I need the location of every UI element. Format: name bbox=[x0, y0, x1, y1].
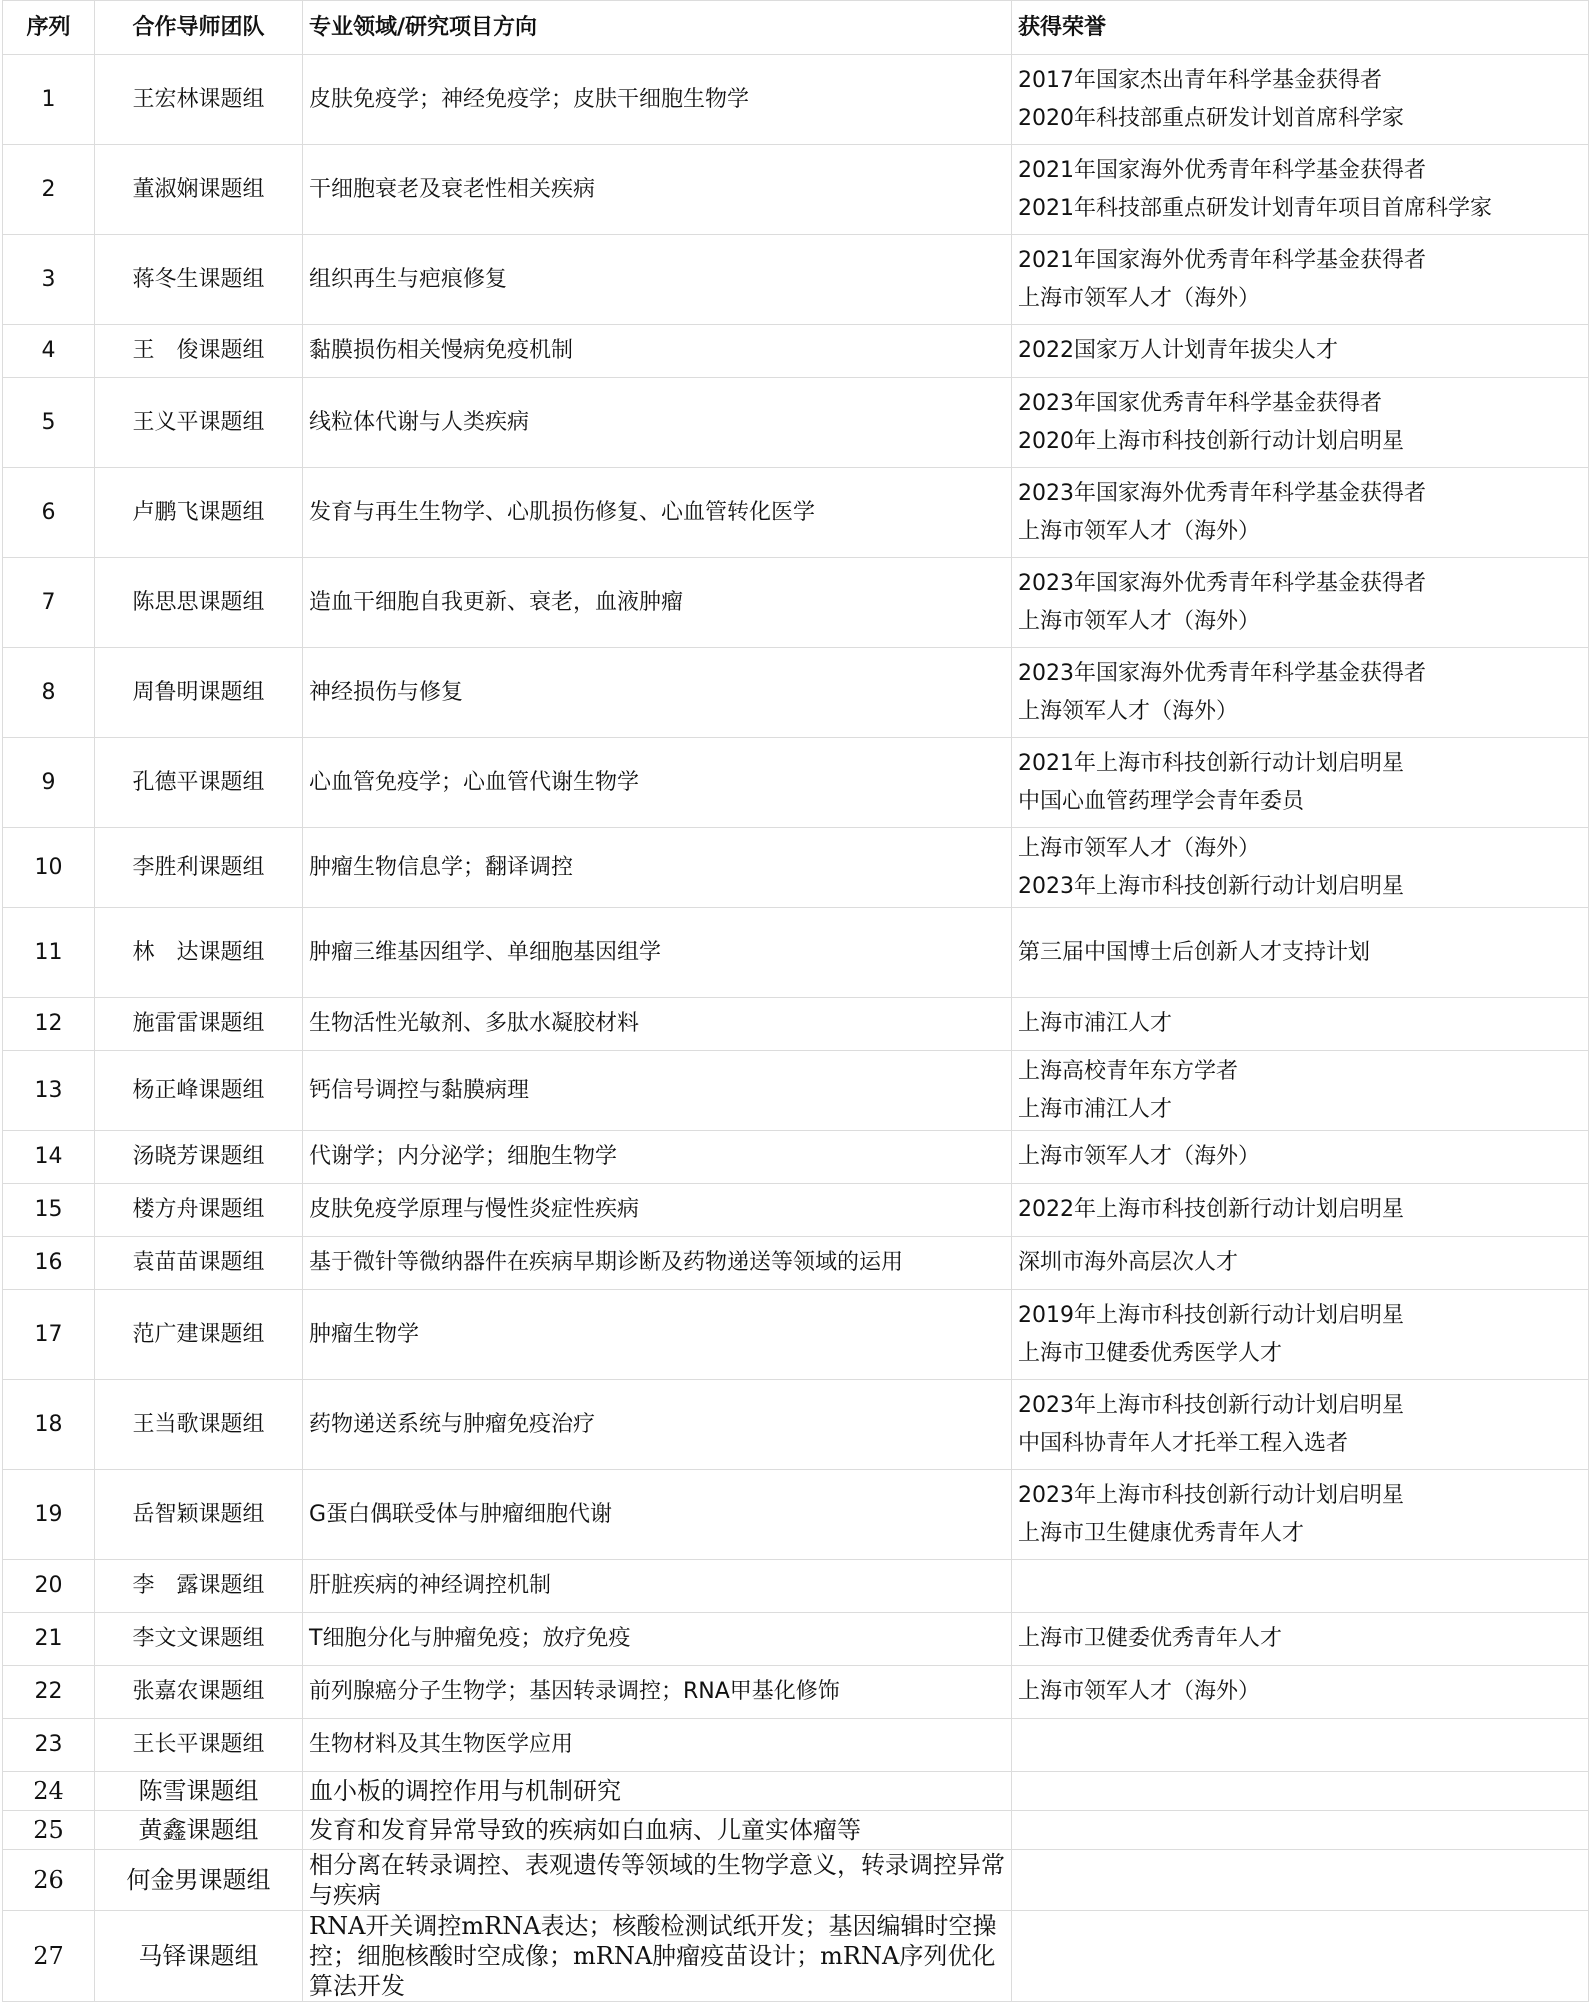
row-team: 陈思思课题组 bbox=[95, 558, 303, 648]
row-honors bbox=[1012, 558, 1589, 648]
honor-item: 中国心血管药理学会青年委员 bbox=[1018, 788, 1305, 814]
table-row bbox=[3, 1131, 1589, 1184]
honor-item: 2021年国家海外优秀青年科学基金获得者 bbox=[1018, 247, 1426, 273]
row-honors bbox=[1012, 1666, 1589, 1719]
row-index: 7 bbox=[3, 558, 95, 648]
honor-item: 上海市领军人才（海外） bbox=[1018, 1144, 1261, 1169]
row-field: 肝脏疾病的神经调控机制 bbox=[303, 1560, 1012, 1613]
row-honors bbox=[1012, 1184, 1589, 1237]
row-honors bbox=[1012, 235, 1589, 325]
row-field: 血小板的调控作用与机制研究 bbox=[303, 1772, 1012, 1811]
table-row bbox=[3, 738, 1589, 828]
row-team: 黄鑫课题组 bbox=[95, 1811, 303, 1850]
honor-item: 上海市领军人才（海外） bbox=[1018, 285, 1261, 311]
honor-item: 上海市领军人才（海外） bbox=[1018, 518, 1261, 544]
row-index: 15 bbox=[3, 1184, 95, 1237]
row-team: 李胜利课题组 bbox=[95, 828, 303, 908]
honor-item: 2023年上海市科技创新行动计划启明星 bbox=[1018, 873, 1404, 899]
honor-item: 上海市卫生健康优秀青年人才 bbox=[1018, 1520, 1305, 1546]
row-team: 周鲁明课题组 bbox=[95, 648, 303, 738]
row-field: 线粒体代谢与人类疾病 bbox=[303, 378, 1012, 468]
honor-item: 2023年国家海外优秀青年科学基金获得者 bbox=[1018, 570, 1426, 596]
row-index: 24 bbox=[3, 1772, 95, 1811]
row-honors bbox=[1012, 468, 1589, 558]
row-index: 9 bbox=[3, 738, 95, 828]
table-row bbox=[3, 1719, 1589, 1772]
honor-item: 2019年上海市科技创新行动计划启明星 bbox=[1018, 1302, 1404, 1328]
row-team: 何金男课题组 bbox=[95, 1850, 303, 1911]
table-row bbox=[3, 235, 1589, 325]
row-honors bbox=[1012, 145, 1589, 235]
table-row bbox=[3, 325, 1589, 378]
row-team: 王宏林课题组 bbox=[95, 55, 303, 145]
row-honors bbox=[1012, 1811, 1589, 1850]
row-honors bbox=[1012, 55, 1589, 145]
row-team: 董淑娴课题组 bbox=[95, 145, 303, 235]
row-field: 皮肤免疫学原理与慢性炎症性疾病 bbox=[303, 1184, 1012, 1237]
honor-item: 2023年上海市科技创新行动计划启明星 bbox=[1018, 1482, 1404, 1508]
row-index: 19 bbox=[3, 1470, 95, 1560]
row-honors bbox=[1012, 1719, 1589, 1772]
honor-item: 2023年上海市科技创新行动计划启明星 bbox=[1018, 1392, 1404, 1418]
row-team: 李文文课题组 bbox=[95, 1613, 303, 1666]
table-row bbox=[3, 55, 1589, 145]
row-index: 10 bbox=[3, 828, 95, 908]
table-row bbox=[3, 1051, 1589, 1131]
table-row bbox=[3, 1380, 1589, 1470]
honor-item: 上海市领军人才（海外） bbox=[1018, 608, 1261, 634]
row-honors bbox=[1012, 378, 1589, 468]
honor-item: 第三届中国博士后创新人才支持计划 bbox=[1018, 939, 1371, 965]
row-field: 干细胞衰老及衰老性相关疾病 bbox=[303, 145, 1012, 235]
row-index: 17 bbox=[3, 1290, 95, 1380]
honor-item: 中国科协青年人才托举工程入选者 bbox=[1018, 1430, 1349, 1456]
honor-item: 2021年上海市科技创新行动计划启明星 bbox=[1018, 750, 1404, 776]
table-row bbox=[3, 1911, 1589, 2002]
row-honors bbox=[1012, 1560, 1589, 1613]
header-field: 专业领域/研究项目方向 bbox=[303, 1, 1012, 55]
row-field: 神经损伤与修复 bbox=[303, 648, 1012, 738]
table-row bbox=[3, 468, 1589, 558]
honor-item: 上海市浦江人才 bbox=[1018, 1096, 1173, 1122]
row-team: 王长平课题组 bbox=[95, 1719, 303, 1772]
row-index: 12 bbox=[3, 998, 95, 1051]
table-row bbox=[3, 1811, 1589, 1850]
honor-item: 2023年国家优秀青年科学基金获得者 bbox=[1018, 390, 1382, 416]
row-team: 卢鹏飞课题组 bbox=[95, 468, 303, 558]
row-honors bbox=[1012, 908, 1589, 998]
honor-item: 2021年科技部重点研发计划青年项目首席科学家 bbox=[1018, 195, 1492, 221]
row-field: 相分离在转录调控、表观遗传等领域的生物学意义，转录调控异常与疾病 bbox=[303, 1850, 1012, 1911]
table-header-row bbox=[3, 1, 1589, 55]
row-team: 李 露课题组 bbox=[95, 1560, 303, 1613]
row-team: 袁苗苗课题组 bbox=[95, 1237, 303, 1290]
row-index: 21 bbox=[3, 1613, 95, 1666]
row-honors bbox=[1012, 1131, 1589, 1184]
row-index: 20 bbox=[3, 1560, 95, 1613]
table-row bbox=[3, 1666, 1589, 1719]
honor-item: 深圳市海外高层次人才 bbox=[1018, 1250, 1239, 1275]
row-team: 蒋冬生课题组 bbox=[95, 235, 303, 325]
row-team: 楼方舟课题组 bbox=[95, 1184, 303, 1237]
row-honors bbox=[1012, 1772, 1589, 1811]
row-index: 5 bbox=[3, 378, 95, 468]
honor-item: 上海市卫健委优秀医学人才 bbox=[1018, 1340, 1283, 1366]
row-honors bbox=[1012, 1290, 1589, 1380]
table-row bbox=[3, 1184, 1589, 1237]
table-row bbox=[3, 1237, 1589, 1290]
row-honors bbox=[1012, 828, 1589, 908]
table-row bbox=[3, 1850, 1589, 1911]
honor-item: 2017年国家杰出青年科学基金获得者 bbox=[1018, 67, 1382, 93]
table-row bbox=[3, 828, 1589, 908]
row-index: 4 bbox=[3, 325, 95, 378]
row-honors bbox=[1012, 325, 1589, 378]
honor-item: 2023年国家海外优秀青年科学基金获得者 bbox=[1018, 660, 1426, 686]
row-honors bbox=[1012, 1850, 1589, 1911]
row-field: 前列腺癌分子生物学；基因转录调控；RNA甲基化修饰 bbox=[303, 1666, 1012, 1719]
row-honors bbox=[1012, 1237, 1589, 1290]
row-field: 肿瘤三维基因组学、单细胞基因组学 bbox=[303, 908, 1012, 998]
row-field: 基于微针等微纳器件在疾病早期诊断及药物递送等领域的运用 bbox=[303, 1237, 1012, 1290]
honor-item: 2020年上海市科技创新行动计划启明星 bbox=[1018, 428, 1404, 454]
row-index: 11 bbox=[3, 908, 95, 998]
row-field: 皮肤免疫学；神经免疫学；皮肤干细胞生物学 bbox=[303, 55, 1012, 145]
row-index: 27 bbox=[3, 1911, 95, 2002]
row-honors bbox=[1012, 1613, 1589, 1666]
honor-item: 上海市领军人才（海外） bbox=[1018, 835, 1261, 861]
row-team: 王义平课题组 bbox=[95, 378, 303, 468]
row-team: 孔德平课题组 bbox=[95, 738, 303, 828]
row-field: T细胞分化与肿瘤免疫；放疗免疫 bbox=[303, 1613, 1012, 1666]
row-index: 25 bbox=[3, 1811, 95, 1850]
honor-item: 2020年科技部重点研发计划首席科学家 bbox=[1018, 105, 1404, 131]
table-row bbox=[3, 378, 1589, 468]
row-field: 钙信号调控与黏膜病理 bbox=[303, 1051, 1012, 1131]
row-team: 汤晓芳课题组 bbox=[95, 1131, 303, 1184]
row-index: 2 bbox=[3, 145, 95, 235]
row-field: 组织再生与疤痕修复 bbox=[303, 235, 1012, 325]
honor-item: 2023年国家海外优秀青年科学基金获得者 bbox=[1018, 480, 1426, 506]
table-row bbox=[3, 1290, 1589, 1380]
row-index: 26 bbox=[3, 1850, 95, 1911]
row-index: 23 bbox=[3, 1719, 95, 1772]
honor-item: 上海市领军人才（海外） bbox=[1018, 1679, 1261, 1704]
row-team: 张嘉农课题组 bbox=[95, 1666, 303, 1719]
table-row bbox=[3, 1772, 1589, 1811]
table-row bbox=[3, 1613, 1589, 1666]
table-row bbox=[3, 558, 1589, 648]
row-field: 生物活性光敏剂、多肽水凝胶材料 bbox=[303, 998, 1012, 1051]
row-index: 16 bbox=[3, 1237, 95, 1290]
honor-item: 上海市浦江人才 bbox=[1018, 1011, 1173, 1036]
row-field: 发育与再生生物学、心肌损伤修复、心血管转化医学 bbox=[303, 468, 1012, 558]
row-field: 发育和发育异常导致的疾病如白血病、儿童实体瘤等 bbox=[303, 1811, 1012, 1850]
row-honors bbox=[1012, 1380, 1589, 1470]
table-row bbox=[3, 908, 1589, 998]
row-team: 林 达课题组 bbox=[95, 908, 303, 998]
honor-item: 上海领军人才（海外） bbox=[1018, 698, 1239, 724]
honor-item: 2022年上海市科技创新行动计划启明星 bbox=[1018, 1197, 1404, 1222]
row-index: 6 bbox=[3, 468, 95, 558]
row-honors bbox=[1012, 1470, 1589, 1560]
row-field: 心血管免疫学；心血管代谢生物学 bbox=[303, 738, 1012, 828]
row-index: 18 bbox=[3, 1380, 95, 1470]
honor-item: 上海高校青年东方学者 bbox=[1018, 1058, 1239, 1084]
table-row bbox=[3, 145, 1589, 235]
row-field: 黏膜损伤相关慢病免疫机制 bbox=[303, 325, 1012, 378]
table-row bbox=[3, 998, 1589, 1051]
row-field: RNA开关调控mRNA表达；核酸检测试纸开发；基因编辑时空操控；细胞核酸时空成像；mRNA肿瘤疫苗设计；mRNA序列优化算法开发 bbox=[303, 1911, 1012, 2002]
row-team: 王 俊课题组 bbox=[95, 325, 303, 378]
row-index: 13 bbox=[3, 1051, 95, 1131]
row-index: 3 bbox=[3, 235, 95, 325]
header-honors: 获得荣誉 bbox=[1012, 1, 1589, 55]
row-team: 陈雪课题组 bbox=[95, 1772, 303, 1811]
table-row bbox=[3, 1470, 1589, 1560]
row-team: 施雷雷课题组 bbox=[95, 998, 303, 1051]
row-field: 药物递送系统与肿瘤免疫治疗 bbox=[303, 1380, 1012, 1470]
row-field: 代谢学；内分泌学；细胞生物学 bbox=[303, 1131, 1012, 1184]
row-index: 8 bbox=[3, 648, 95, 738]
row-honors bbox=[1012, 738, 1589, 828]
row-index: 1 bbox=[3, 55, 95, 145]
table-row bbox=[3, 1560, 1589, 1613]
honor-item: 2021年国家海外优秀青年科学基金获得者 bbox=[1018, 157, 1426, 183]
row-team: 马铎课题组 bbox=[95, 1911, 303, 2002]
row-field: 造血干细胞自我更新、衰老，血液肿瘤 bbox=[303, 558, 1012, 648]
row-team: 杨正峰课题组 bbox=[95, 1051, 303, 1131]
row-field: 肿瘤生物信息学；翻译调控 bbox=[303, 828, 1012, 908]
row-field: G蛋白偶联受体与肿瘤细胞代谢 bbox=[303, 1470, 1012, 1560]
row-index: 22 bbox=[3, 1666, 95, 1719]
row-honors bbox=[1012, 1051, 1589, 1131]
row-team: 范广建课题组 bbox=[95, 1290, 303, 1380]
header-team: 合作导师团队 bbox=[95, 1, 303, 55]
row-honors bbox=[1012, 648, 1589, 738]
honor-item: 上海市卫健委优秀青年人才 bbox=[1018, 1626, 1283, 1651]
research-teams-table bbox=[2, 0, 1589, 2002]
row-index: 14 bbox=[3, 1131, 95, 1184]
row-honors bbox=[1012, 998, 1589, 1051]
row-team: 岳智颖课题组 bbox=[95, 1470, 303, 1560]
row-field: 生物材料及其生物医学应用 bbox=[303, 1719, 1012, 1772]
honor-item: 2022国家万人计划青年拔尖人才 bbox=[1018, 338, 1338, 363]
row-honors bbox=[1012, 1911, 1589, 2002]
row-team: 王当歌课题组 bbox=[95, 1380, 303, 1470]
table-row bbox=[3, 648, 1589, 738]
row-field: 肿瘤生物学 bbox=[303, 1290, 1012, 1380]
header-index: 序列 bbox=[3, 1, 95, 55]
